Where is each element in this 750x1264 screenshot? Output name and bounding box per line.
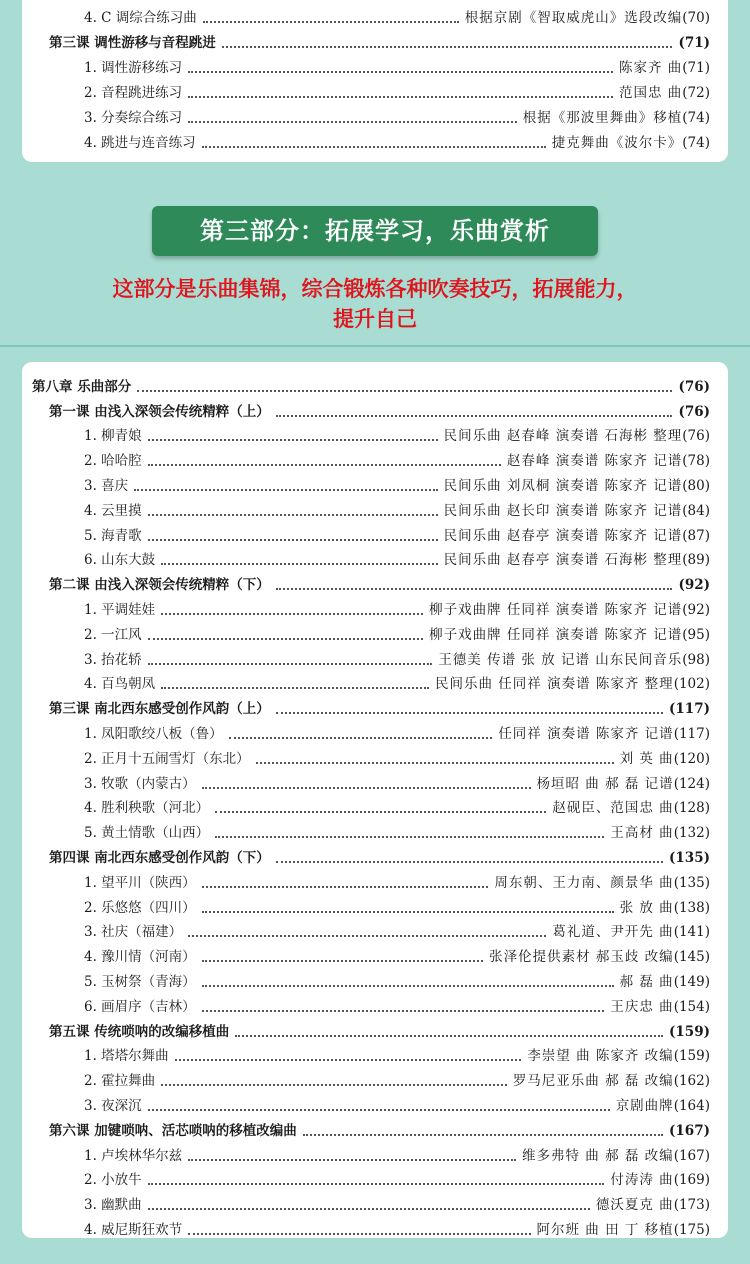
entry-page: (84) (682, 502, 710, 519)
entry-page: (141) (673, 924, 710, 941)
toc-entry (32, 1189, 710, 1214)
entry-credit: 民间乐曲 赵春亭 演奏谱 石海彬 整理 (443, 552, 683, 569)
entry-title: 4. 豫川情（河南） (84, 949, 196, 966)
toc-entry (32, 669, 710, 694)
entry-credit: 民间乐曲 任同祥 演奏谱 陈家齐 整理 (435, 676, 674, 693)
entry-title: 5. 海青歌 (84, 527, 142, 544)
entry-page: (71) (682, 60, 710, 76)
entry-credit: 捷克舞曲《波尔卡》 (551, 135, 683, 151)
dot-leader (203, 21, 459, 23)
dot-leader (235, 1035, 663, 1037)
toc-entry (32, 619, 710, 644)
entry-title: 第八章 乐曲部分 (32, 378, 132, 395)
entry-credit: 付涛涛 曲 (610, 1172, 674, 1189)
entry-credit: 陈家齐 曲 (618, 60, 683, 76)
description-line-1: 这部分是乐曲集锦，综合锻炼各种吹奏技巧，拓展能力， (112, 277, 638, 301)
dot-leader (188, 1159, 516, 1161)
entry-page: (124) (673, 775, 710, 792)
toc-entry (32, 1140, 710, 1165)
entry-title: 第五课 传统唢呐的改编移植曲 (49, 1023, 230, 1040)
toc-entry (32, 768, 710, 793)
entry-title: 2. 正月十五闹雪灯（东北） (84, 750, 250, 767)
entry-title: 3. 分奏综合练习 (84, 110, 183, 126)
dot-leader (202, 911, 614, 913)
entry-page: (117) (673, 725, 710, 742)
toc-entry (32, 396, 710, 421)
dot-leader (202, 1010, 605, 1012)
entry-credit: 杨垣昭 曲 郝 磊 记谱 (536, 775, 674, 792)
banner-title: 第三部分：拓展学习，乐曲赏析 (200, 217, 550, 245)
dot-leader (161, 1084, 507, 1086)
toc-entry (32, 520, 710, 545)
entry-title: 2. 音程跳进练习 (84, 85, 183, 101)
entry-page: (154) (673, 998, 710, 1015)
dot-leader (148, 464, 501, 466)
entry-credit: 周东朝、王力南、颜景华 曲 (494, 874, 674, 891)
toc-entry (32, 966, 710, 991)
dot-leader (276, 712, 663, 714)
toc-entry (32, 2, 710, 27)
toc-entry (32, 1041, 710, 1066)
dot-leader (215, 836, 604, 838)
entry-credit: 刘 英 曲 (619, 750, 674, 767)
dot-leader (188, 121, 517, 123)
entry-credit: 民间乐曲 赵春峰 演奏谱 石海彬 整理 (443, 428, 683, 445)
entry-page: (98) (682, 651, 710, 668)
toc-entry (32, 594, 710, 619)
toc-entry (32, 867, 710, 892)
entry-credit: 罗马尼亚乐曲 郝 磊 改编 (512, 1073, 674, 1090)
entry-title: 1. 卢埃林华尔兹 (84, 1147, 183, 1164)
dot-leader (276, 861, 663, 863)
dot-leader (148, 663, 433, 665)
toc-list-bottom (32, 371, 710, 1239)
entry-title: 4. 百鸟朝凤 (84, 676, 156, 693)
entry-credit: 柳子戏曲牌 任同祥 演奏谱 陈家齐 记谱 (429, 626, 683, 643)
entry-page: (117) (669, 701, 710, 718)
dot-leader (276, 415, 673, 417)
dot-leader (215, 811, 546, 813)
entry-title: 2. 小放牛 (84, 1172, 142, 1189)
entry-title: 2. 乐悠悠（四川） (84, 899, 196, 916)
entry-page: (74) (682, 110, 710, 126)
dot-leader (148, 638, 423, 640)
toc-entry (32, 991, 710, 1016)
entry-page: (138) (673, 899, 710, 916)
toc-entry (32, 77, 710, 102)
entry-credit: 民间乐曲 刘凤桐 演奏谱 陈家齐 记谱 (443, 477, 683, 494)
toc-entry (32, 644, 710, 669)
toc-list-top (32, 2, 710, 152)
part-three-banner (152, 206, 598, 256)
toc-entry (32, 371, 710, 396)
toc-panel-top (22, 0, 728, 162)
entry-page: (74) (682, 135, 710, 151)
dot-leader (148, 439, 438, 441)
toc-entry (32, 470, 710, 495)
entry-credit: 张 放 曲 (619, 899, 674, 916)
entry-credit: 任同祥 演奏谱 陈家齐 记谱 (498, 725, 674, 742)
entry-page: (78) (682, 453, 710, 470)
toc-entry (32, 27, 710, 52)
entry-credit: 李崇望 曲 陈家齐 改编 (527, 1048, 674, 1065)
entry-page: (135) (669, 849, 710, 866)
entry-page: (71) (678, 35, 710, 51)
entry-title: 第三课 调性游移与音程跳进 (49, 35, 216, 51)
toc-entry (32, 421, 710, 446)
entry-credit: 根据京剧《智取威虎山》选段改编 (464, 10, 683, 26)
dot-leader (175, 1059, 522, 1061)
entry-title: 4. 威尼斯狂欢节 (84, 1221, 183, 1238)
entry-page: (76) (682, 428, 710, 445)
dot-leader (148, 539, 438, 541)
entry-credit: 民间乐曲 赵春亭 演奏谱 陈家齐 记谱 (443, 527, 683, 544)
entry-credit: 京剧曲牌 (615, 1097, 674, 1114)
entry-title: 3. 牧歌（内蒙古） (84, 775, 196, 792)
entry-title: 1. 柳青娘 (84, 428, 142, 445)
toc-entry (32, 1214, 710, 1239)
entry-title: 3. 幽默曲 (84, 1197, 142, 1214)
entry-title: 4. 跳进与连音练习 (84, 135, 196, 151)
dot-leader (148, 1208, 590, 1210)
dot-leader (188, 71, 613, 73)
entry-page: (162) (673, 1073, 710, 1090)
entry-title: 5. 玉树祭（青海） (84, 973, 196, 990)
toc-entry (32, 1090, 710, 1115)
toc-entry (32, 1165, 710, 1190)
entry-page: (175) (673, 1221, 710, 1238)
entry-page: (92) (682, 601, 710, 618)
toc-entry (32, 127, 710, 152)
toc-entry (32, 817, 710, 842)
toc-entry (32, 917, 710, 942)
entry-page: (76) (678, 403, 710, 420)
toc-panel-bottom (22, 362, 728, 1238)
entry-page: (120) (673, 750, 710, 767)
entry-credit: 王高材 曲 (610, 825, 674, 842)
entry-page: (132) (673, 825, 710, 842)
entry-title: 第二课 由浅入深领会传统精粹（下） (49, 577, 270, 594)
toc-entry (32, 545, 710, 570)
entry-page: (159) (669, 1023, 710, 1040)
section-divider (0, 345, 750, 347)
entry-credit: 郝 磊 曲 (619, 973, 674, 990)
toc-entry (32, 445, 710, 470)
dot-leader (276, 588, 673, 590)
entry-title: 4. C 调综合练习曲 (84, 10, 197, 26)
entry-credit: 葛礼道、尹开先 曲 (552, 924, 674, 941)
dot-leader (202, 985, 614, 987)
toc-entry (32, 743, 710, 768)
entry-title: 3. 抬花轿 (84, 651, 142, 668)
toc-entry (32, 495, 710, 520)
dot-leader (161, 687, 429, 689)
entry-title: 3. 喜庆 (84, 477, 129, 494)
dot-leader (134, 489, 437, 491)
dot-leader (222, 46, 673, 48)
entry-page: (173) (673, 1197, 710, 1214)
dot-leader (256, 762, 614, 764)
entry-title: 1. 平调娃娃 (84, 601, 156, 618)
entry-title: 6. 山东大鼓 (84, 552, 156, 569)
entry-page: (72) (682, 85, 710, 101)
entry-title: 1. 调性游移练习 (84, 60, 183, 76)
entry-title: 3. 夜深沉 (84, 1097, 142, 1114)
entry-page: (167) (673, 1147, 710, 1164)
entry-credit: 赵春峰 演奏谱 陈家齐 记谱 (506, 453, 683, 470)
toc-entry (32, 892, 710, 917)
entry-credit: 赵砚臣、范国忠 曲 (552, 800, 674, 817)
entry-title: 第六课 加键唢呐、活芯唢呐的移植改编曲 (49, 1122, 297, 1139)
entry-title: 1. 塔塔尔舞曲 (84, 1048, 169, 1065)
toc-entry (32, 842, 710, 867)
dot-leader (188, 935, 546, 937)
dot-leader (202, 146, 546, 148)
dot-leader (148, 1109, 610, 1111)
toc-entry (32, 1115, 710, 1140)
dot-leader (188, 96, 613, 98)
entry-page: (145) (673, 949, 710, 966)
dot-leader (188, 1233, 530, 1235)
entry-page: (128) (673, 800, 710, 817)
toc-entry (32, 102, 710, 127)
entry-page: (70) (682, 10, 710, 26)
dot-leader (202, 886, 489, 888)
dot-leader (148, 1183, 605, 1185)
entry-page: (149) (673, 973, 710, 990)
toc-entry (32, 1065, 710, 1090)
toc-entry (32, 718, 710, 743)
dot-leader (303, 1134, 663, 1136)
dot-leader (161, 563, 437, 565)
entry-title: 第四课 南北西东感受创作风韵（下） (49, 849, 270, 866)
entry-title: 6. 画眉序（吉林） (84, 998, 196, 1015)
toc-entry (32, 569, 710, 594)
entry-page: (169) (673, 1172, 710, 1189)
toc-entry (32, 793, 710, 818)
entry-credit: 根据《那波里舞曲》移植 (522, 110, 683, 126)
toc-entry (32, 941, 710, 966)
entry-page: (76) (678, 378, 710, 395)
dot-leader (202, 960, 483, 962)
entry-page: (164) (673, 1097, 710, 1114)
dot-leader (137, 390, 672, 392)
description-line-2: 提升自己 (333, 307, 417, 331)
entry-credit: 德沃夏克 曲 (595, 1197, 674, 1214)
entry-title: 第三课 南北西东感受创作风韵（上） (49, 701, 270, 718)
entry-title: 4. 云里摸 (84, 502, 142, 519)
entry-page: (80) (682, 477, 710, 494)
entry-title: 1. 望平川（陕西） (84, 874, 196, 891)
entry-credit: 王德美 传谱 张 放 记谱 山东民间音乐 (438, 651, 683, 668)
entry-credit: 阿尔班 曲 田 丁 移植 (536, 1221, 674, 1238)
entry-page: (159) (673, 1048, 710, 1065)
entry-credit: 范国忠 曲 (618, 85, 683, 101)
entry-title: 第一课 由浅入深领会传统精粹（上） (49, 403, 270, 420)
part-three-description (40, 274, 710, 334)
entry-credit: 张泽伦提供素材 郝玉歧 改编 (489, 949, 674, 966)
dot-leader (202, 787, 531, 789)
entry-page: (95) (682, 626, 710, 643)
dot-leader (229, 737, 493, 739)
entry-credit: 王庆忠 曲 (610, 998, 674, 1015)
entry-credit: 维多弗特 曲 郝 磊 改编 (522, 1147, 674, 1164)
entry-credit: 民间乐曲 赵长印 演奏谱 陈家齐 记谱 (443, 502, 683, 519)
entry-title: 4. 胜利秧歌（河北） (84, 800, 210, 817)
entry-page: (89) (682, 552, 710, 569)
entry-title: 2. 一江风 (84, 626, 142, 643)
entry-page: (87) (682, 527, 710, 544)
entry-title: 1. 凤阳歌绞八板（鲁） (84, 725, 223, 742)
entry-title: 2. 霍拉舞曲 (84, 1073, 156, 1090)
entry-page: (92) (678, 577, 710, 594)
toc-entry (32, 52, 710, 77)
entry-credit: 柳子戏曲牌 任同祥 演奏谱 陈家齐 记谱 (429, 601, 683, 618)
entry-page: (167) (669, 1122, 710, 1139)
entry-title: 2. 哈哈腔 (84, 453, 142, 470)
toc-entry (32, 1016, 710, 1041)
toc-entry (32, 693, 710, 718)
dot-leader (161, 613, 423, 615)
dot-leader (148, 514, 438, 516)
entry-page: (135) (673, 874, 710, 891)
entry-page: (102) (673, 676, 710, 693)
entry-title: 3. 社庆（福建） (84, 924, 183, 941)
entry-title: 5. 黄土情歌（山西） (84, 825, 210, 842)
